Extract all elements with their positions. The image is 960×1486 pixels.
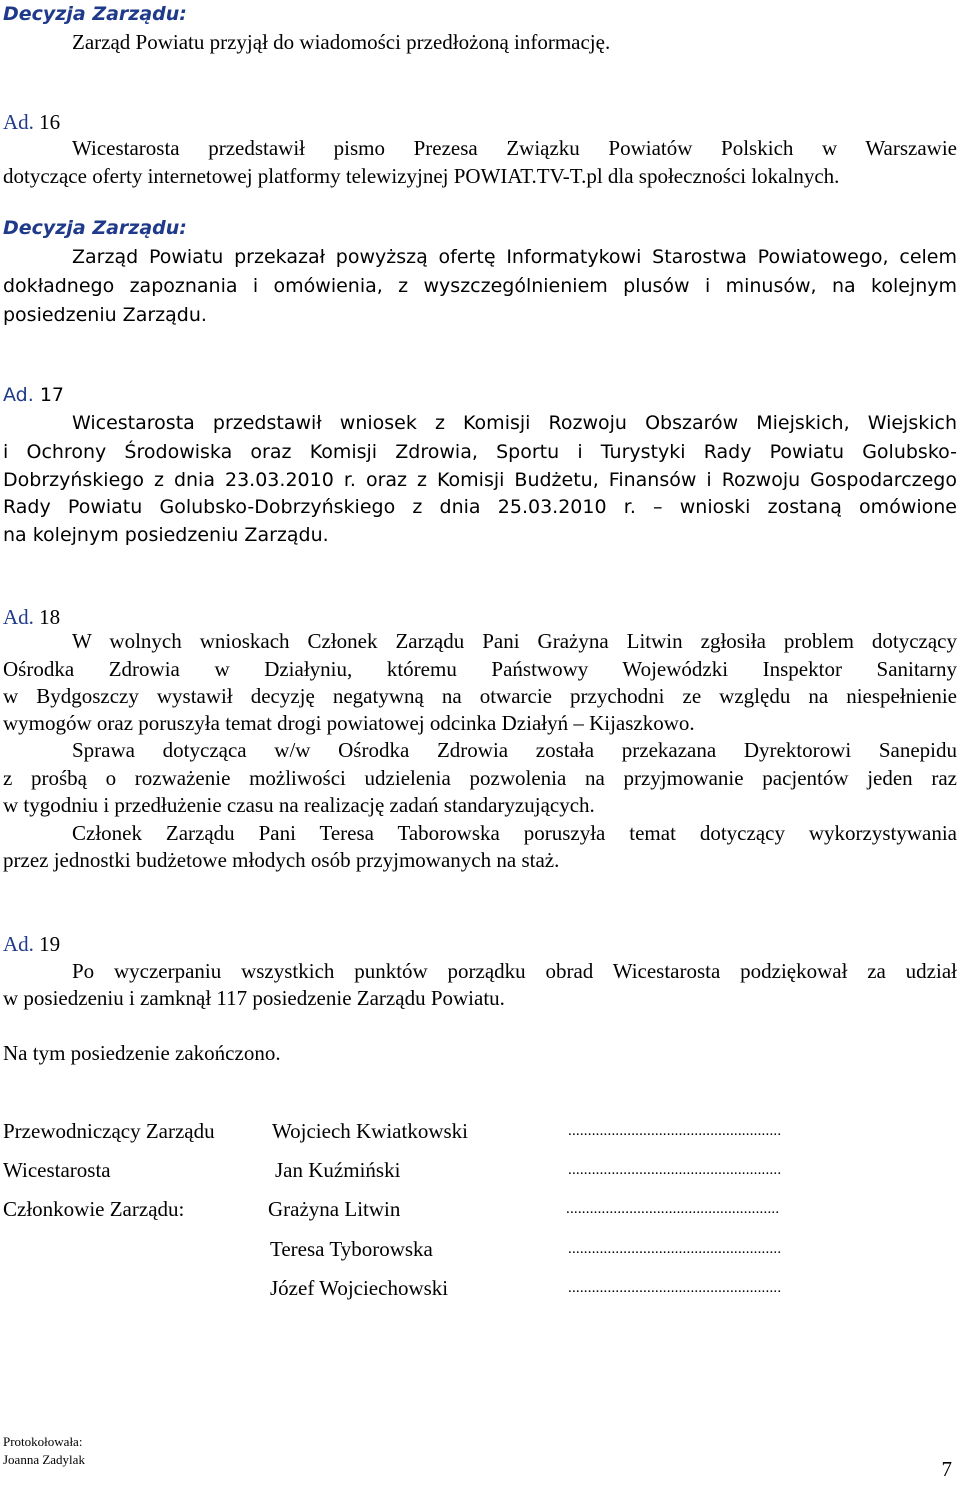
ad17-number: 17 xyxy=(39,384,64,406)
signature-role-chairman: Przewodniczący Zarządu xyxy=(3,1119,215,1143)
ad18-line-9: przez jednostki budżetowe młodych osób przyjmowanych na staż. xyxy=(3,848,560,872)
ad16-decision-line-2: dokładnego zapoznania i omówienia, z wyszczególnieniem plusów i minusów, na kolejnym xyxy=(3,275,957,297)
ad16-number: 16 xyxy=(39,110,61,134)
signature-name-vice-starost: Jan Kuźmiński xyxy=(275,1158,401,1182)
decision-heading: Decyzja Zarządu: xyxy=(3,3,187,25)
signature-name-member-2: Teresa Tyborowska xyxy=(270,1237,433,1261)
closing-text: Na tym posiedzenie zakończono. xyxy=(3,1041,281,1065)
ad18-line-2: Ośrodka Zdrowia w Działyniu, któremu Państwowy Wojewódzki Inspektor Sanitarny xyxy=(3,657,957,681)
ad17-line-3: Dobrzyńskiego z dnia 23.03.2010 r. oraz z Komisji Budżetu, Finansów i Rozwoju Gospodarczego xyxy=(3,469,957,491)
ad16-ad-label: Ad. xyxy=(3,110,34,134)
ad18-line-1: W wolnych wnioskach Członek Zarządu Pani Grażyna Litwin zgłosiła problem dotyczący xyxy=(72,629,957,653)
ad17-line-5: na kolejnym posiedzeniu Zarządu. xyxy=(3,524,329,546)
ad19-number: 19 xyxy=(39,932,61,956)
ad16-line-2: dotyczące oferty internetowej platformy telewizyjnej POWIAT.TV-T.pl dla społeczności lokalnych. xyxy=(3,164,840,188)
ad18-ad-label: Ad. xyxy=(3,605,34,629)
ad17-line-1: Wicestarosta przedstawił wniosek z Komisji Rozwoju Obszarów Miejskich, Wiejskich xyxy=(72,412,957,434)
ad17-line-4: Rady Powiatu Golubsko-Dobrzyńskiego z dnia 25.03.2010 r. – wnioski zostaną omówione xyxy=(3,496,957,518)
ad19-line-2: w posiedzeniu i zamknął 117 posiedzenie Zarządu Powiatu. xyxy=(3,986,505,1010)
decision-text: Zarząd Powiatu przyjął do wiadomości przedłożoną informację. xyxy=(72,30,611,54)
ad16-decision-heading: Decyzja Zarządu: xyxy=(3,217,187,239)
ad17-heading xyxy=(3,381,64,409)
signature-name-chairman: Wojciech Kwiatkowski xyxy=(272,1119,469,1143)
ad19-line-1: Po wyczerpaniu wszystkich punktów porządku obrad Wicestarosta podziękował za udział xyxy=(72,959,957,983)
ad16-decision-line-1: Zarząd Powiatu przekazał powyższą ofertę Informatykowi Starostwa Powiatowego, celem xyxy=(72,246,957,268)
signature-line-vice-starost: ...................................................... xyxy=(568,1162,782,1178)
signature-name-member-3: Józef Wojciechowski xyxy=(270,1276,449,1300)
signature-name-member-1: Grażyna Litwin xyxy=(268,1197,401,1221)
recorder-label: Protokołowała: xyxy=(3,1434,83,1449)
page-number: 7 xyxy=(941,1457,952,1481)
signature-line-member-3: ...................................................... xyxy=(568,1280,782,1296)
ad18-heading xyxy=(3,603,60,631)
signature-line-member-2: ...................................................... xyxy=(568,1241,782,1257)
ad18-line-5: Sprawa dotycząca w/w Ośrodka Zdrowia została przekazana Dyrektorowi Sanepidu xyxy=(72,738,957,762)
ad19-ad-label: Ad. xyxy=(3,932,34,956)
ad18-line-4: wymogów oraz poruszyła temat drogi powiatowej odcinka Działyń – Kijaszkowo. xyxy=(3,711,695,735)
ad18-line-3: w Bydgoszczy wystawił decyzję negatywną na otwarcie przychodni ze względu na niespełnienie xyxy=(3,684,957,708)
ad17-ad-label: Ad. xyxy=(3,384,34,406)
ad17-line-2: i Ochrony Środowiska oraz Komisji Zdrowia, Sportu i Turystyki Rady Powiatu Golubsko- xyxy=(3,441,957,463)
signature-role-members: Członkowie Zarządu: xyxy=(3,1197,185,1221)
signature-role-vice-starost: Wicestarosta xyxy=(3,1158,111,1182)
signature-line-chairman: ...................................................... xyxy=(568,1123,782,1139)
ad16-heading xyxy=(3,108,60,136)
signature-line-member-1: ...................................................... xyxy=(566,1201,780,1217)
ad18-number: 18 xyxy=(39,605,61,629)
ad18-line-8: Członek Zarządu Pani Teresa Taborowska poruszyła temat dotyczący wykorzystywania xyxy=(72,821,957,845)
ad16-decision-line-3: posiedzeniu Zarządu. xyxy=(3,304,207,326)
ad16-line-1: Wicestarosta przedstawił pismo Prezesa Związku Powiatów Polskich w Warszawie xyxy=(72,136,957,160)
ad18-line-7: w tygodniu i przedłużenie czasu na realizację zadań standaryzujących. xyxy=(3,793,595,817)
ad18-line-6: z prośbą o rozważenie możliwości udzielenia pozwolenia na przyjmowanie pacjentów jeden raz xyxy=(3,766,957,790)
ad19-heading xyxy=(3,930,60,958)
recorder-name: Joanna Zadylak xyxy=(3,1452,85,1467)
